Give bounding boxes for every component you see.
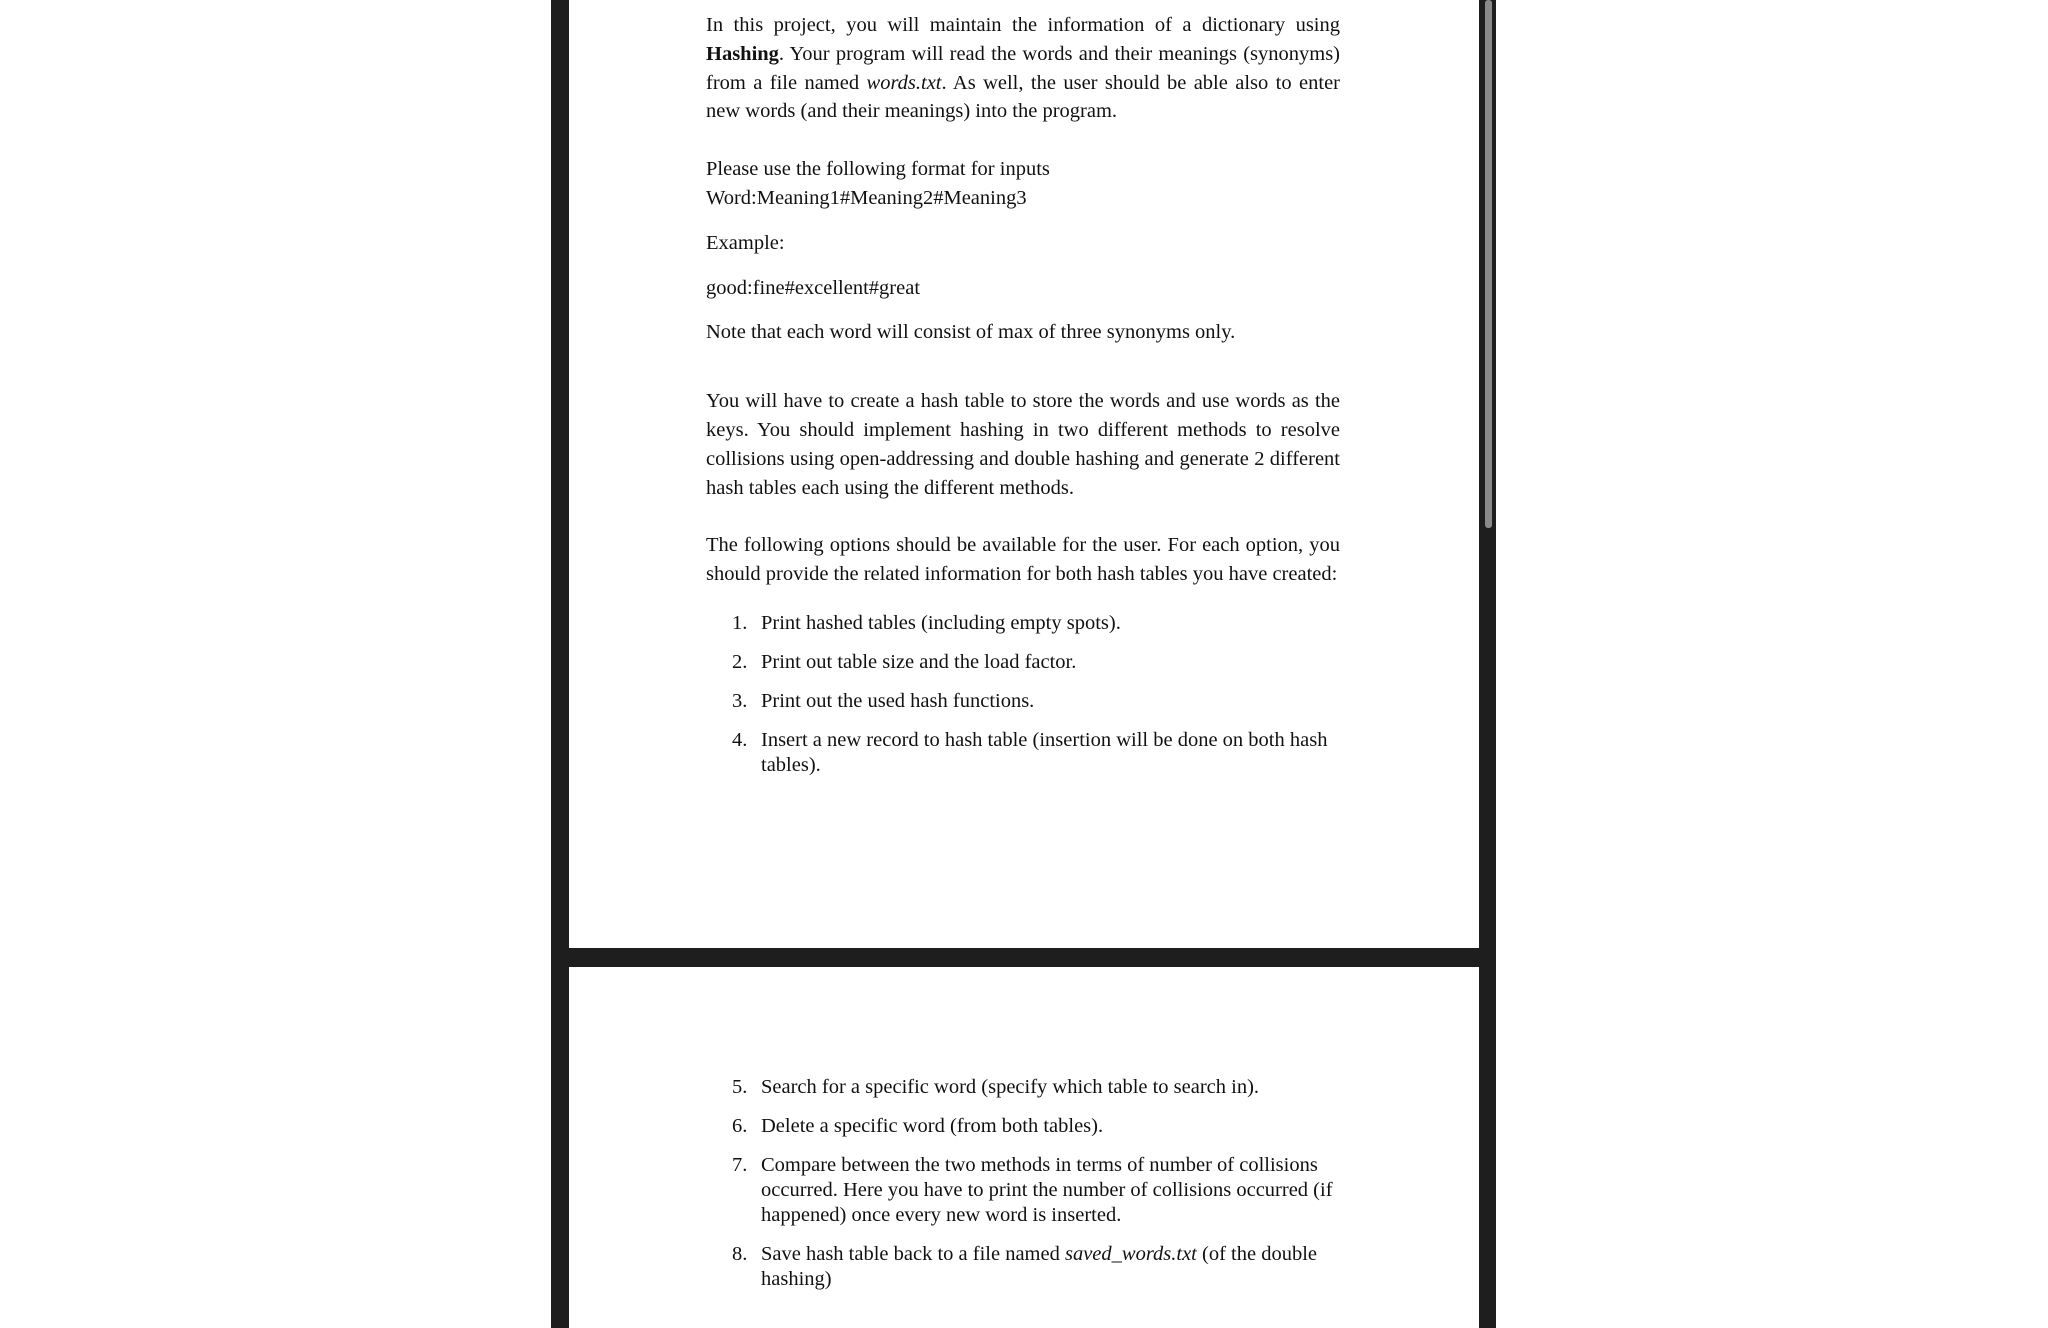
list-item-number: 2. bbox=[732, 650, 748, 673]
list-item-text: Print out the used hash functions. bbox=[761, 689, 1035, 712]
example-value: good:fine#excellent#great bbox=[706, 276, 921, 299]
option-8-text-1: Save hash table back to a file named bbox=[761, 1243, 1065, 1265]
options-list-page-2 bbox=[706, 1075, 1340, 1292]
vertical-scrollbar[interactable] bbox=[1483, 0, 1494, 1328]
format-instruction: Please use the following format for inputs bbox=[706, 158, 1050, 181]
list-item bbox=[706, 689, 1340, 714]
list-item bbox=[706, 611, 1340, 636]
synonym-note: Note that each word will consist of max of three synonyms only. bbox=[706, 321, 1236, 344]
document-page-1 bbox=[569, 0, 1479, 948]
list-item-text: Print out table size and the load factor. bbox=[761, 650, 1077, 673]
intro-text-1: In this project, you will maintain the information of a dictionary using bbox=[706, 14, 1340, 36]
intro-text-2: . Your program will read the words and their meanings (synonyms) from a file named bbox=[706, 42, 1340, 94]
list-item bbox=[706, 1153, 1340, 1228]
intro-text-3: . As well, the user should be able also to enter new words (and their meanings) into the program. bbox=[706, 71, 1340, 123]
options-list-page-1 bbox=[706, 611, 1340, 778]
list-item bbox=[706, 1075, 1340, 1100]
intro-filename: words.txt bbox=[866, 71, 942, 94]
list-item bbox=[706, 728, 1340, 778]
intro-paragraph bbox=[706, 11, 1340, 126]
list-item bbox=[706, 1114, 1340, 1139]
list-item-number: 7. bbox=[732, 1154, 748, 1176]
example-label: Example: bbox=[706, 231, 785, 254]
list-item-text: Insert a new record to hash table (insertion will be done on both hash tables). bbox=[761, 728, 1328, 776]
list-item-text: Delete a specific word (from both tables). bbox=[761, 1115, 1104, 1137]
option-8-text-2: (of the double hashing) bbox=[761, 1243, 1318, 1290]
document-page-2 bbox=[569, 967, 1479, 1328]
option-8-filename: saved_words.txt bbox=[1064, 1243, 1197, 1265]
list-item-number: 8. bbox=[732, 1243, 748, 1265]
hash-table-paragraph: You will have to create a hash table to store the words and use words as the keys. You should implement hashing in two different methods to resolve collisions using open-addressing and double hashing and generate 2 different hash tables each using the different methods. bbox=[706, 390, 1340, 499]
list-item-text: Print hashed tables (including empty spots). bbox=[761, 611, 1121, 634]
scrollbar-thumb[interactable] bbox=[1485, 0, 1492, 528]
list-item-number: 3. bbox=[732, 689, 748, 712]
list-item-number: 6. bbox=[732, 1115, 748, 1137]
document-viewer bbox=[551, 0, 1496, 1328]
list-item bbox=[706, 650, 1340, 675]
page-1-content bbox=[706, 11, 1340, 792]
intro-bold-hashing: Hashing bbox=[706, 42, 779, 65]
list-item-number: 5. bbox=[732, 1076, 748, 1098]
list-item-text: Compare between the two methods in terms of number of collisions occurred. Here you have to print the number of collisions occurred (if happened) once every new word is inserted. bbox=[761, 1154, 1333, 1226]
list-item-text: Search for a specific word (specify which table to search in). bbox=[761, 1076, 1260, 1098]
list-item bbox=[706, 1242, 1340, 1292]
list-item-number: 4. bbox=[732, 728, 748, 751]
format-pattern: Word:Meaning1#Meaning2#Meaning3 bbox=[706, 186, 1027, 209]
list-item-number: 1. bbox=[732, 611, 748, 634]
page-2-content bbox=[706, 1075, 1340, 1306]
options-paragraph: The following options should be available for the user. For each option, you should provide the related information for both hash tables you have created: bbox=[706, 534, 1340, 586]
